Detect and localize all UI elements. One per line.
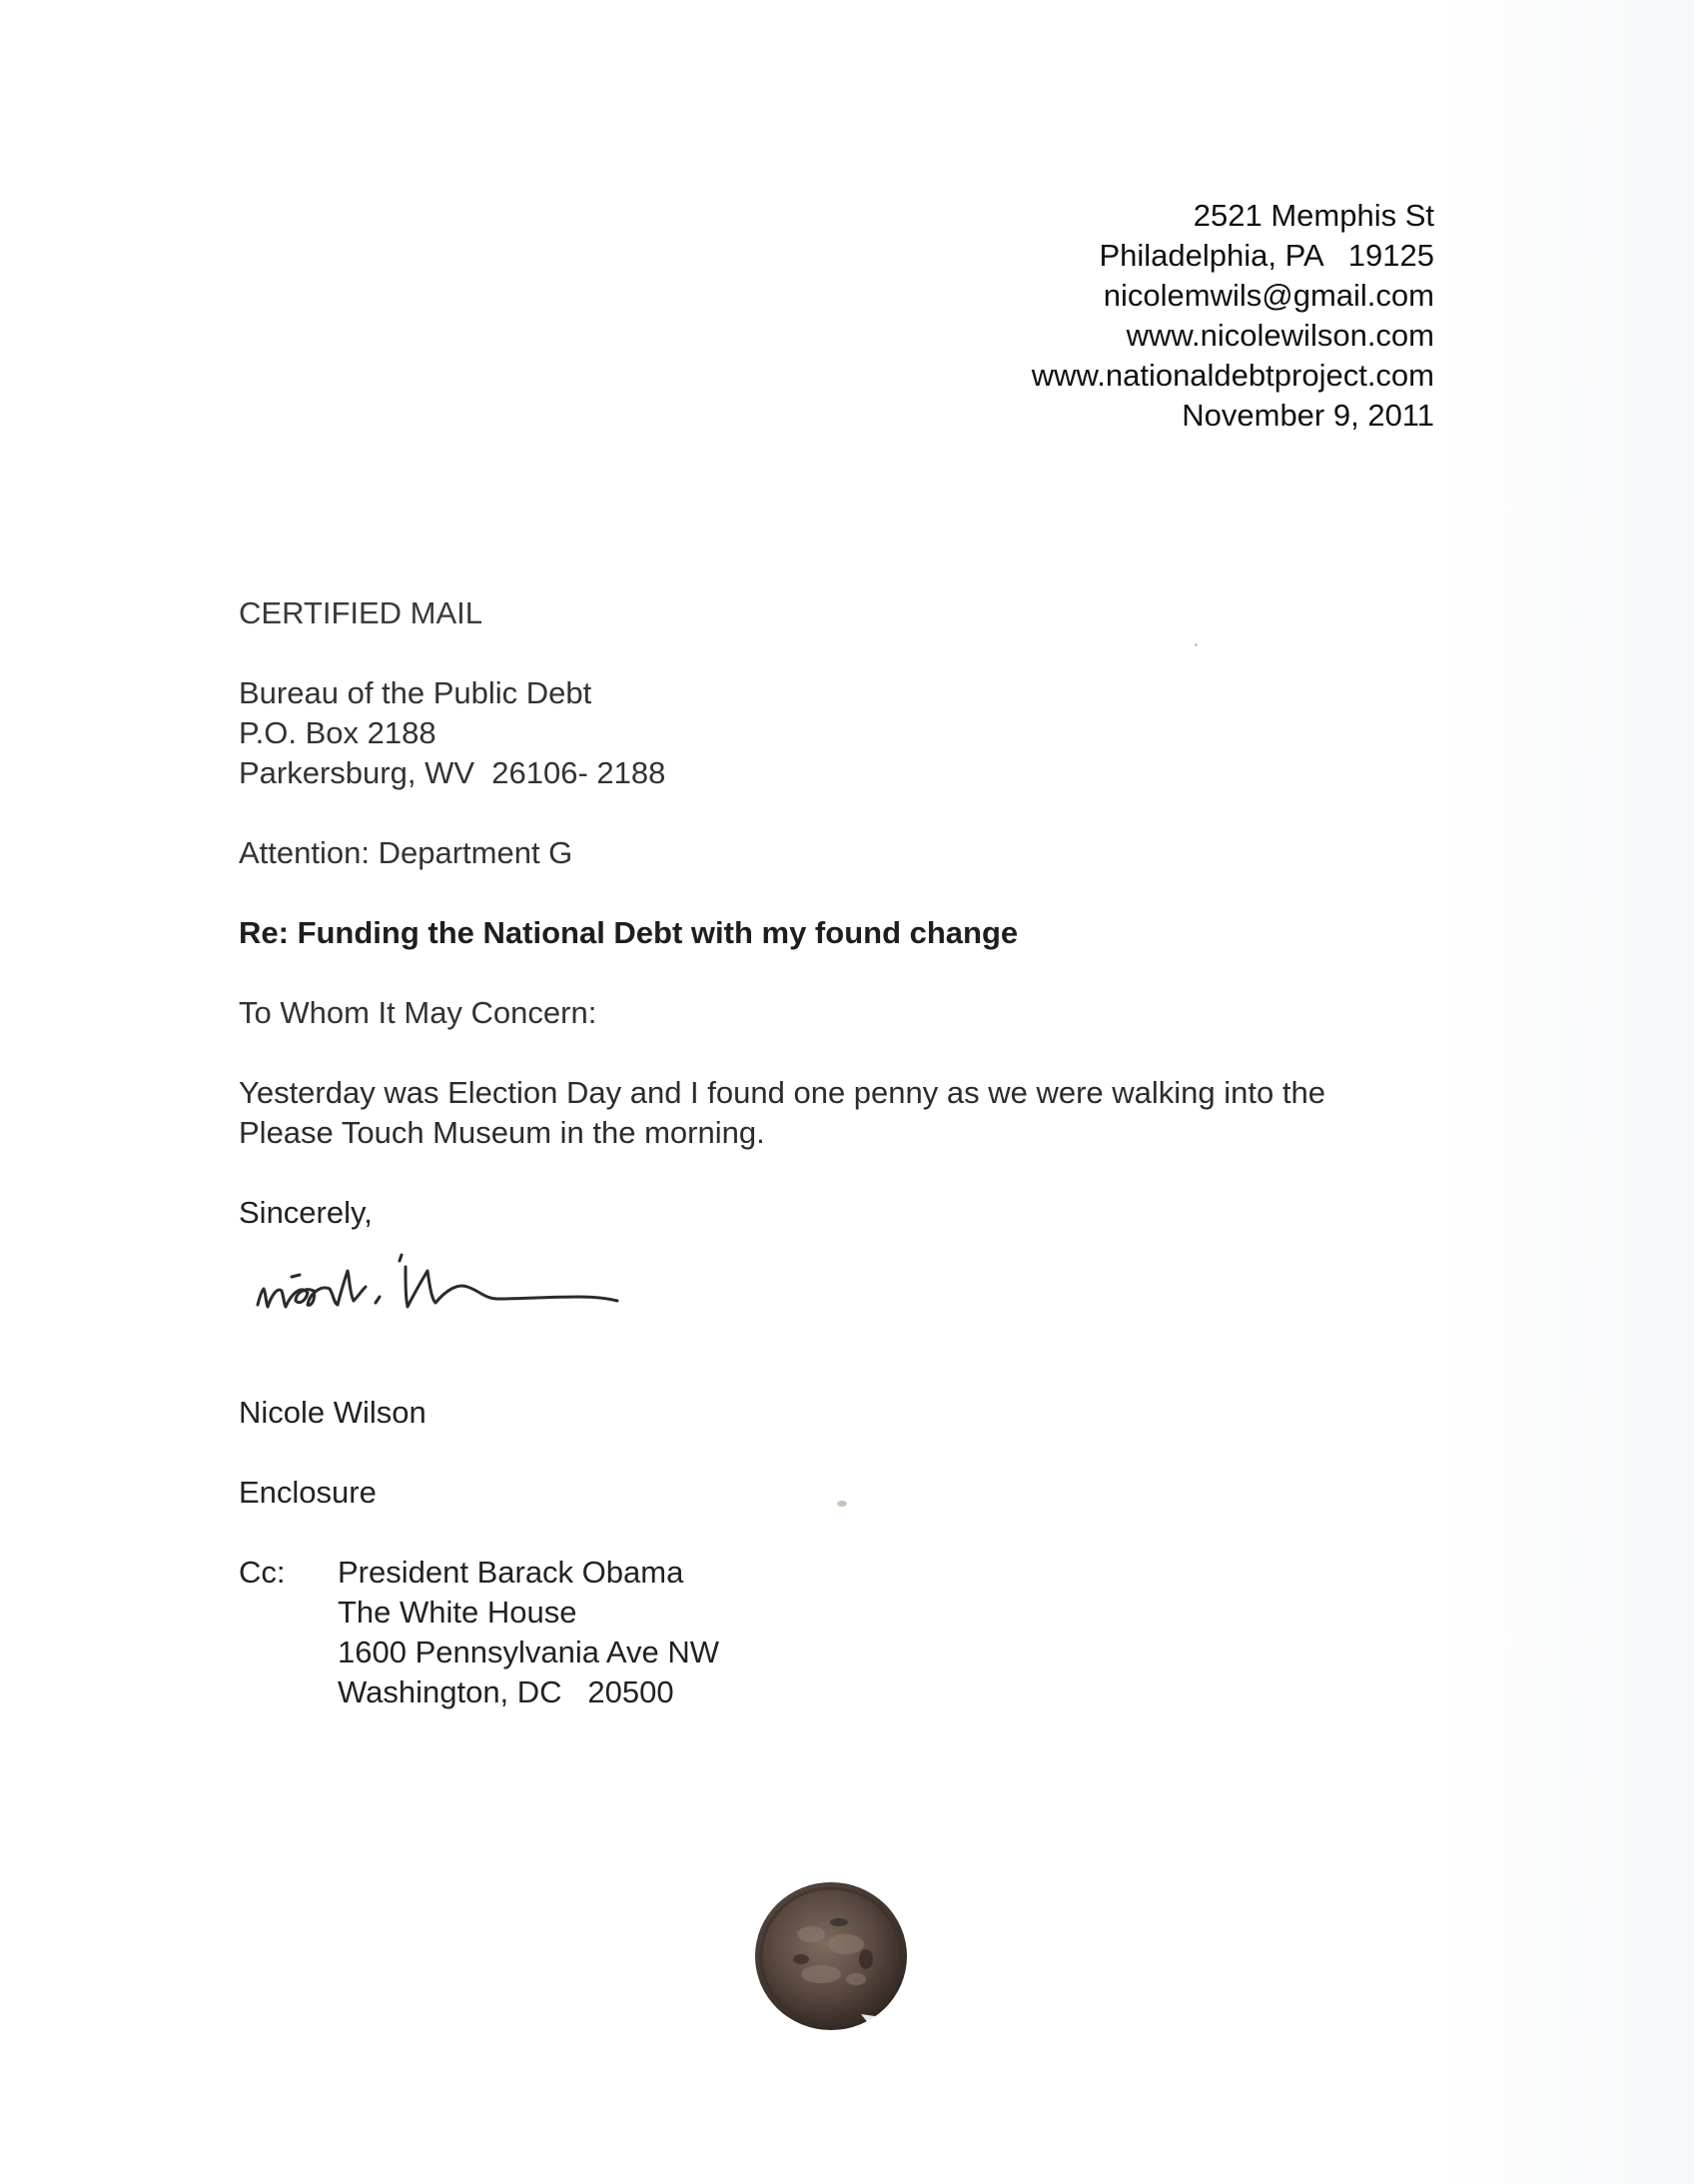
recipient-address-block	[239, 673, 665, 793]
sender-street: 2521 Memphis St	[1193, 198, 1434, 233]
sender-email: nicolemwils@gmail.com	[1103, 278, 1434, 313]
attention-line: Attention: Department G	[239, 835, 573, 870]
penny-coin-icon	[751, 1874, 911, 2034]
body-line: Please Touch Museum in the morning.	[239, 1115, 765, 1150]
cc-organization: The White House	[338, 1595, 577, 1630]
subject-line: Re: Funding the National Debt with my found change	[239, 915, 1019, 950]
scan-speck	[1195, 643, 1198, 646]
recipient-po-box: P.O. Box 2188	[239, 715, 436, 750]
body-paragraph	[239, 1073, 1325, 1153]
cc-address-block	[338, 1553, 719, 1712]
enclosure-note: Enclosure	[239, 1475, 377, 1510]
cc-city-state-zip: Washington, DC 20500	[338, 1674, 674, 1709]
body-line: Yesterday was Election Day and I found one penny as we were walking into the	[239, 1075, 1325, 1110]
recipient-name: Bureau of the Public Debt	[239, 675, 592, 710]
scan-shading	[1434, 0, 1694, 2184]
sender-address-block	[899, 196, 1434, 436]
cc-name: President Barack Obama	[338, 1555, 684, 1590]
sender-website-project: www.nationaldebtproject.com	[1031, 358, 1434, 393]
recipient-city-state-zip: Parkersburg, WV 26106- 2188	[239, 755, 666, 790]
closing: Sincerely,	[239, 1195, 373, 1230]
handwritten-signature-icon	[250, 1227, 669, 1337]
sender-city-state-zip: Philadelphia, PA 19125	[1099, 238, 1434, 273]
letter-date: November 9, 2011	[1182, 398, 1434, 433]
scan-speck	[837, 1501, 847, 1507]
cc-label: Cc:	[239, 1555, 286, 1590]
salutation: To Whom It May Concern:	[239, 995, 597, 1030]
sender-website: www.nicolewilson.com	[1126, 318, 1434, 353]
cc-street: 1600 Pennsylvania Ave NW	[338, 1635, 719, 1669]
signer-name: Nicole Wilson	[239, 1395, 426, 1430]
mailing-method: CERTIFIED MAIL	[239, 595, 483, 630]
